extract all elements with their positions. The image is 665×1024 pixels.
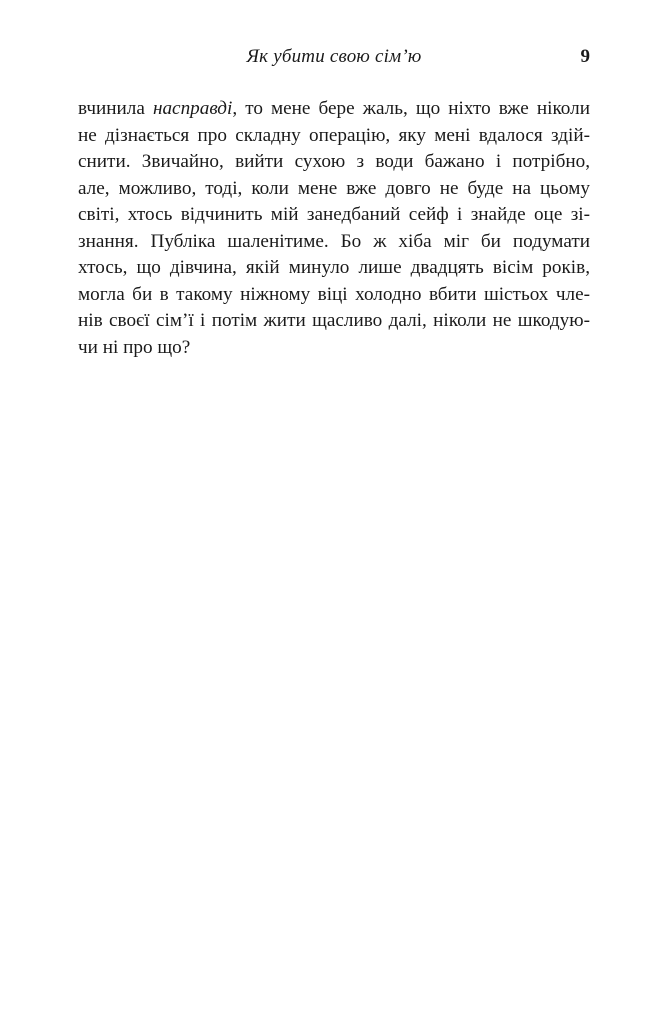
text-line: знання. Публіка шаленітиме. Бо ж хіба міг би подумати (78, 230, 590, 252)
text-line: хтось, що дівчина, якій минуло лише двадцять вісім років, (78, 257, 590, 278)
text-line: могла би в такому ніжному віці холодно вбити шістьох чле- (78, 283, 590, 305)
text-line: але, можливо, тоді, коли мене вже довго не буде на цьому (78, 177, 590, 199)
text-fragment: вчинила (78, 98, 153, 119)
emphasized-word: насправді (152, 98, 233, 119)
text-line: світі, хтось відчинить мій занедбаний сейф і знайде оце зі- (78, 204, 590, 225)
running-header (78, 46, 590, 74)
page-number: 9 (580, 46, 590, 67)
text-fragment: , то мене бере жаль, що ніхто вже ніколи (232, 98, 590, 119)
body-paragraph (78, 96, 590, 361)
text-line: нів своєї сім’ї і потім жити щасливо далі, ніколи не шкодую- (78, 310, 590, 331)
running-title: Як убити свою сім’ю (246, 46, 422, 67)
text-line: чи ні про що? (78, 336, 191, 358)
text-line (78, 96, 590, 123)
text-line: не дізнається про складну операцію, яку мені вдалося здій- (78, 124, 590, 146)
text-line: снити. Звичайно, вийти сухою з води бажано і потрібно, (78, 151, 590, 172)
